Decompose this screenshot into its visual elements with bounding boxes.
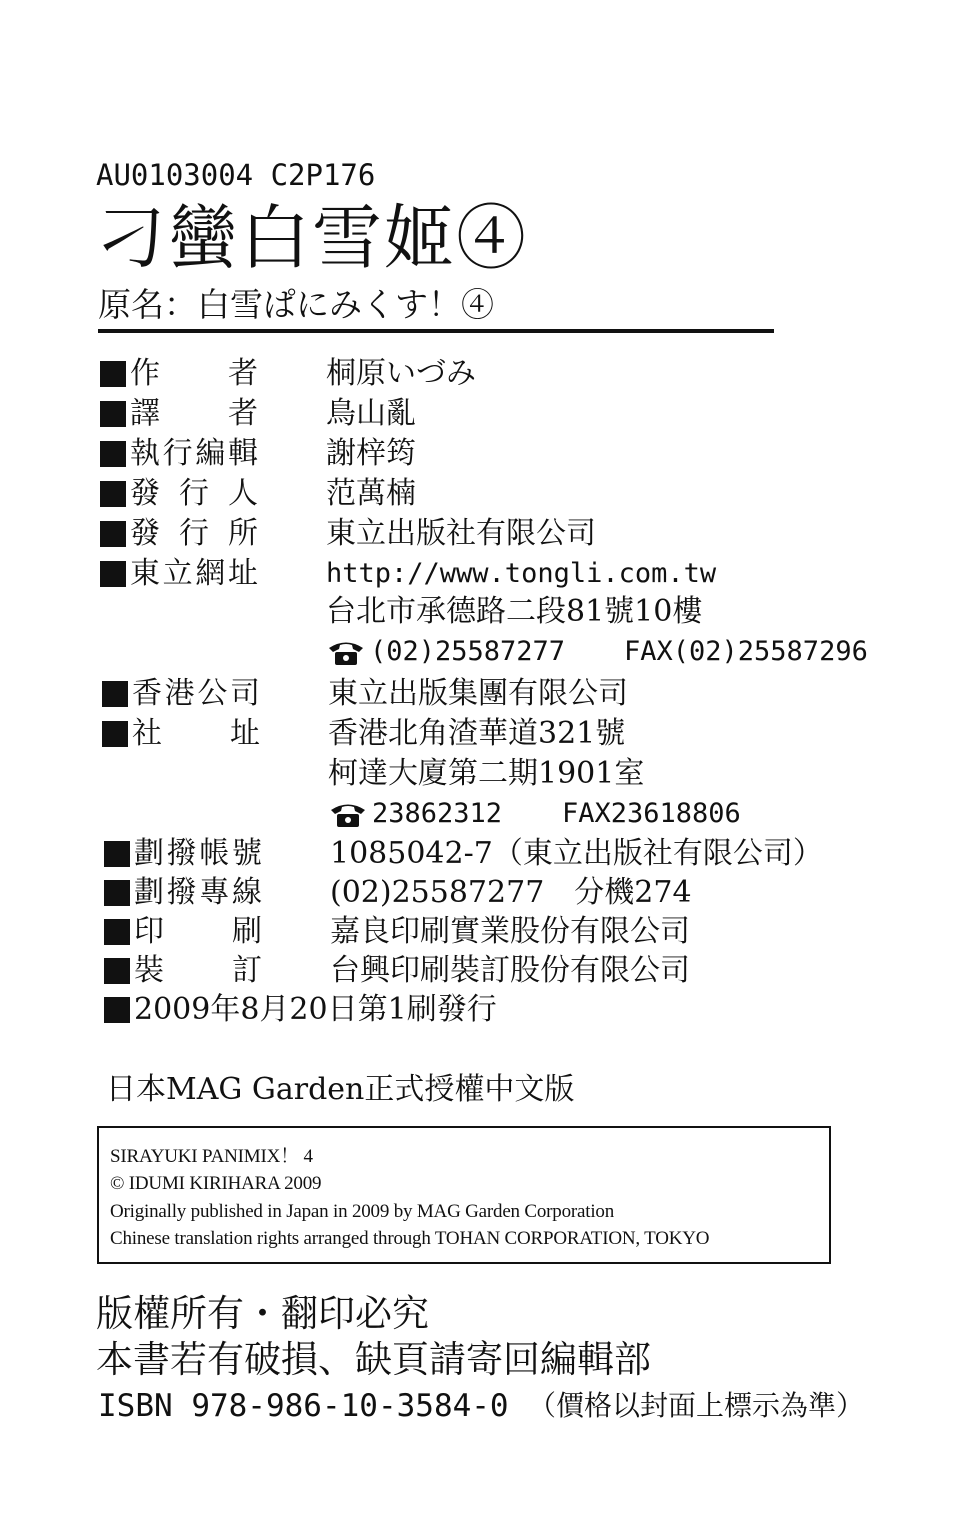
isbn: ISBN 978-986-10-3584-0 — [98, 1388, 509, 1424]
credit-label: 發行人 — [130, 476, 258, 511]
copyright-box — [97, 1126, 831, 1264]
payment-label: 裝訂 — [134, 953, 262, 988]
hk-address2: 柯達大廈第二期1901室 — [328, 756, 645, 791]
tw-phone-row — [100, 632, 880, 672]
copyright-line: © IDUMI KIRIHARA 2009 — [110, 1173, 322, 1194]
website-link[interactable]: http://www.tongli.com.tw — [326, 558, 717, 589]
hk-label: 香港公司 — [132, 676, 260, 711]
payment-label: 劃撥帳號 — [134, 836, 262, 871]
credit-value: 謝梓筠 — [326, 436, 416, 471]
bullet-square — [102, 681, 128, 707]
credit-value: 鳥山亂 — [326, 396, 416, 431]
payment-value: 台興印刷裝訂股份有限公司 — [330, 953, 690, 988]
bullet-square — [100, 401, 126, 427]
payment-value: 1085042-7（東立出版社有限公司） — [330, 836, 823, 871]
credit-label: 發行所 — [130, 516, 258, 551]
payment-value: 嘉良印刷實業股份有限公司 — [330, 914, 690, 949]
price-note: （價格以封面上標示為準） — [528, 1389, 865, 1422]
credit-value: 范萬楠 — [326, 476, 416, 511]
authorization-note: 日本MAG Garden正式授權中文版 — [106, 1072, 575, 1107]
bullet-square — [102, 721, 128, 747]
telephone-icon — [328, 801, 368, 829]
payment-value: (02)25587277 分機274 — [330, 875, 692, 910]
bullet-square — [104, 958, 130, 984]
bullet-square — [100, 361, 126, 387]
damage-notice: 本書若有破損、缺頁請寄回編輯部 — [96, 1338, 651, 1381]
bullet-square — [104, 880, 130, 906]
credit-label: 執行編輯 — [130, 436, 258, 471]
credit-value: 桐原いづみ — [326, 356, 476, 391]
code-line: AU0103004 C2P176 — [96, 158, 376, 192]
bullet-square — [100, 481, 126, 507]
credit-value: 東立出版社有限公司 — [326, 516, 596, 551]
hk-phone: 23862312 — [372, 798, 503, 829]
credit-label: 東立網址 — [130, 556, 258, 591]
book-title: 刁蠻白雪姬④ — [96, 197, 528, 279]
bullet-square — [104, 841, 130, 867]
bullet-square — [100, 441, 126, 467]
rights-notice: 版權所有・翻印必究 — [96, 1292, 429, 1335]
hk-value: 東立出版集團有限公司 — [328, 676, 628, 711]
bullet-square — [104, 919, 130, 945]
bullet-square — [100, 521, 126, 547]
payment-label: 印刷 — [134, 914, 262, 949]
title-rule — [98, 329, 774, 333]
hk-fax: FAX23618806 — [562, 798, 741, 829]
hk-value: 香港北角渣華道321號 — [328, 716, 626, 751]
copyright-line: Chinese translation rights arranged through TOHAN CORPORATION, TOKYO — [110, 1228, 710, 1249]
hk-phone-row — [102, 794, 802, 834]
copyright-line: Originally published in Japan in 2009 by MAG Garden Corporation — [110, 1201, 615, 1222]
tw-phone: (02)25587277 — [370, 636, 566, 667]
release-date: 2009年8月20日第1刷發行 — [134, 992, 497, 1027]
payment-label: 劃撥專線 — [134, 875, 262, 910]
credit-label: 作者 — [130, 356, 258, 391]
tw-fax: FAX(02)25587296 — [624, 636, 868, 667]
copyright-line: SIRAYUKI PANIMIX！ 4 — [110, 1146, 313, 1167]
bullet-square — [104, 997, 130, 1023]
hk-label: 社址 — [132, 716, 260, 751]
telephone-icon — [326, 639, 366, 667]
original-title: 原名：白雪ぱにみくす！④ — [98, 285, 494, 324]
tw-address: 台北市承德路二段81號10樓 — [326, 594, 703, 629]
credit-label: 譯者 — [130, 396, 258, 431]
bullet-square — [100, 561, 126, 587]
